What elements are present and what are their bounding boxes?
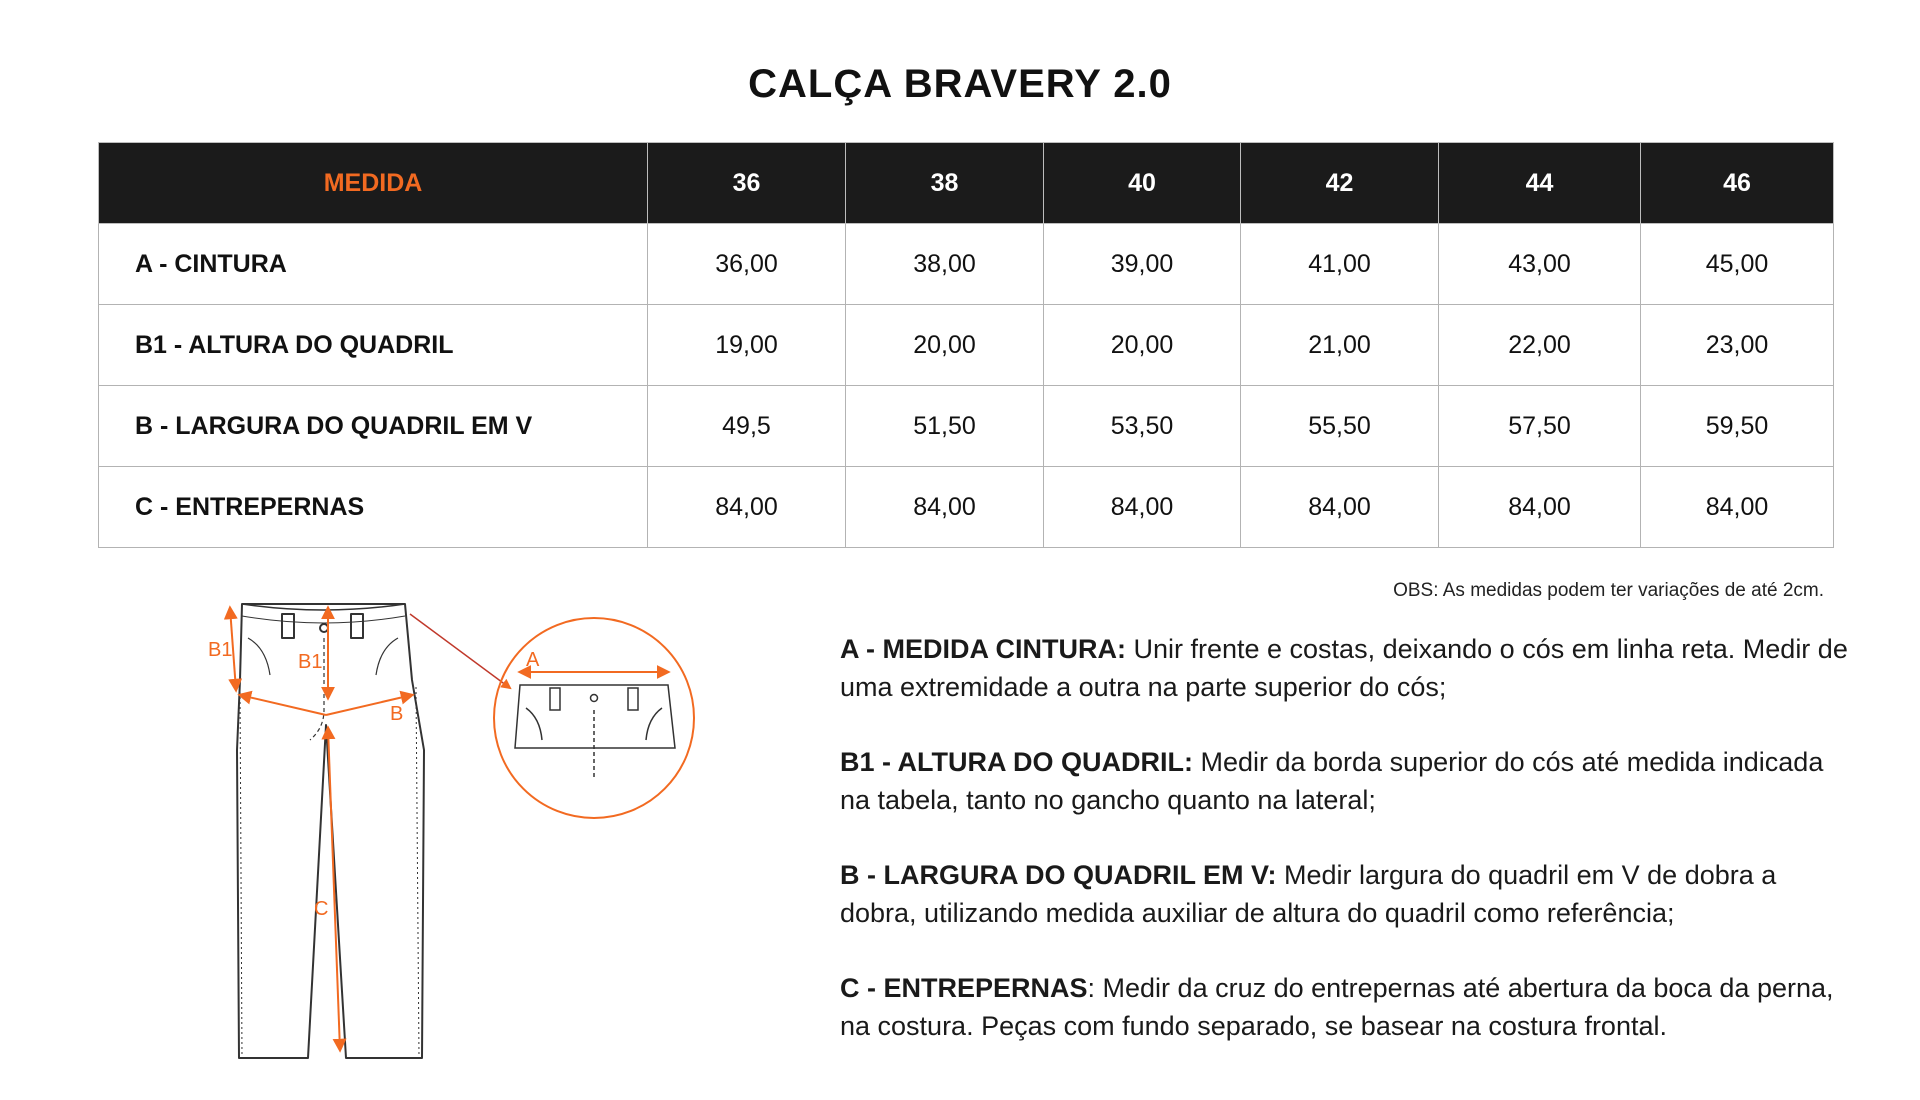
table-row [99,305,1834,386]
row-label: A - CINTURA [99,224,648,305]
note-hip-width [840,856,1850,932]
measure-lines [230,608,510,1050]
table-row [99,224,1834,305]
table-cell: 84,00 [1641,467,1834,548]
note-inseam [840,969,1850,1045]
table-cell: 84,00 [846,467,1044,548]
measurement-instructions [840,630,1850,1082]
label-b: B [390,703,404,725]
waist-detail-inset [494,618,694,818]
label-b1-outer: B1 [208,639,233,661]
row-label: C - ENTREPERNAS [99,467,648,548]
size-header: 46 [1641,143,1834,224]
size-header: 44 [1439,143,1641,224]
table-cell: 51,50 [846,386,1044,467]
table-cell: 84,00 [1044,467,1241,548]
size-header: 38 [846,143,1044,224]
table-cell: 36,00 [648,224,846,305]
note-hip-height [840,743,1850,819]
note-text: Medir largura do quadril em V de dobra a dobra, utilizando medida auxiliar de altura do quadril como referência; [840,860,1777,928]
table-cell: 39,00 [1044,224,1241,305]
label-a: A [526,649,540,671]
pants-measurement-diagram [200,590,720,1080]
table-cell: 38,00 [846,224,1044,305]
table-cell: 57,50 [1439,386,1641,467]
label-b1-inner: B1 [298,651,323,673]
table-cell: 20,00 [846,305,1044,386]
pants-outline-icon [237,604,424,1058]
note-title: C - ENTREPERNAS [840,973,1088,1003]
size-header: 36 [648,143,846,224]
table-cell: 84,00 [1439,467,1641,548]
table-cell: 55,50 [1241,386,1439,467]
table-cell: 59,50 [1641,386,1834,467]
table-cell: 53,50 [1044,386,1241,467]
table-cell: 19,00 [648,305,846,386]
table-header-row [99,143,1834,224]
table-cell: 23,00 [1641,305,1834,386]
table-row [99,386,1834,467]
measure-column-header: MEDIDA [99,143,648,224]
note-text: Medir da borda superior do cós até medida indicada na tabela, tanto no gancho quanto na lateral; [840,747,1824,815]
table-cell: 84,00 [648,467,846,548]
table-cell: 22,00 [1439,305,1641,386]
row-label: B - LARGURA DO QUADRIL EM V [99,386,648,467]
row-label: B1 - ALTURA DO QUADRIL [99,305,648,386]
size-header: 40 [1044,143,1241,224]
measurement-disclaimer: OBS: As medidas podem ter variações de até 2cm. [1393,580,1824,601]
note-waist [840,630,1850,706]
size-chart-table [98,142,1834,548]
label-c: C [314,898,329,920]
table-cell: 20,00 [1044,305,1241,386]
table-cell: 84,00 [1241,467,1439,548]
note-title: B1 - ALTURA DO QUADRIL: [840,747,1193,777]
size-header: 42 [1241,143,1439,224]
note-title: B - LARGURA DO QUADRIL EM V: [840,860,1277,890]
table-cell: 49,5 [648,386,846,467]
table-cell: 21,00 [1241,305,1439,386]
table-cell: 43,00 [1439,224,1641,305]
table-row [99,467,1834,548]
note-text: Unir frente e costas, deixando o cós em linha reta. Medir de uma extremidade a outra na parte superior do cós; [840,634,1848,702]
note-text: : Medir da cruz do entrepernas até abertura da boca da perna, na costura. Peças com fundo separado, se basear na costura frontal. [840,973,1834,1041]
table-cell: 45,00 [1641,224,1834,305]
note-title: A - MEDIDA CINTURA: [840,634,1126,664]
table-cell: 41,00 [1241,224,1439,305]
page-title: CALÇA BRAVERY 2.0 [748,62,1172,106]
